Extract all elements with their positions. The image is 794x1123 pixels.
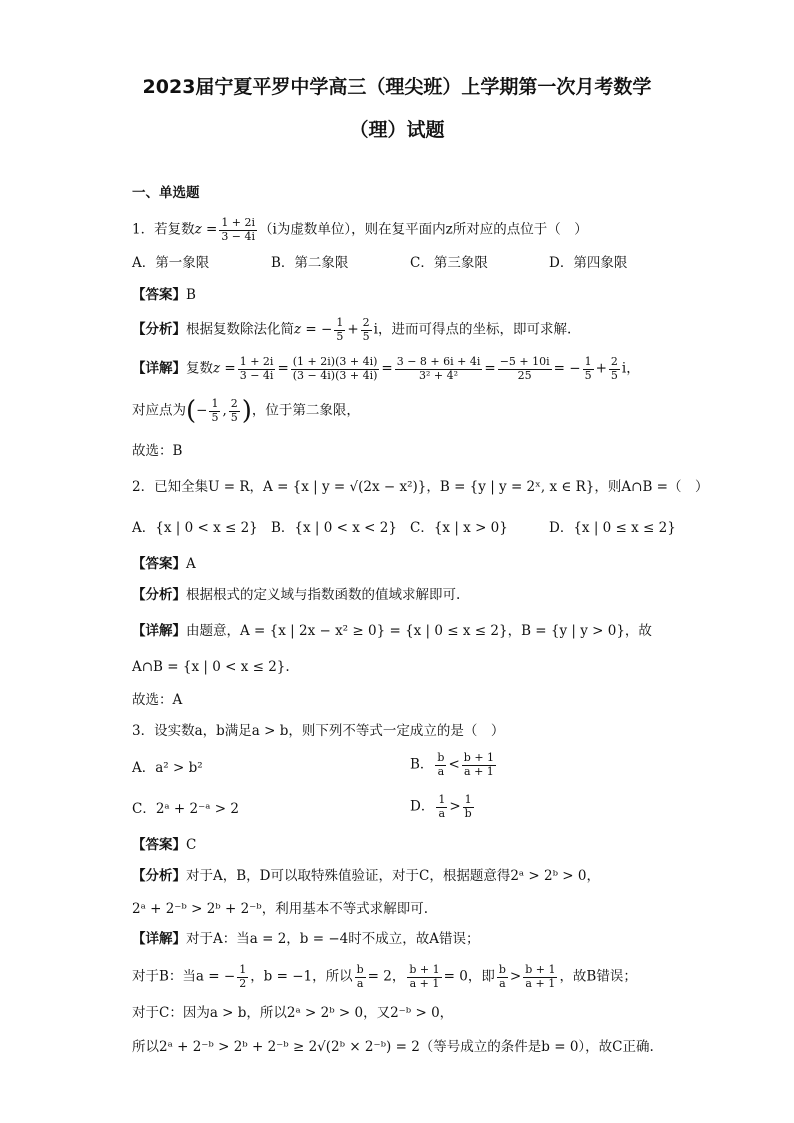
q1-analysis: 【分析】根据复数除法化简z = − $\frac{1}{5}$ + $\frac{2}{5}$ i，进而可得点的坐标，即可求解. [132, 316, 572, 343]
q3-answer: 【答案】C [132, 837, 197, 853]
q3-detail-c: 对于C：因为a > b，所以2ᵃ > 2ᵇ > 0，又2⁻ᵇ > 0， [132, 1005, 454, 1021]
q2-detail: 【详解】由题意，A = {x | 2x − x² ≥ 0} = {x | 0 ≤ x ≤ 2}，B = {y | y > 0}，故 [132, 623, 652, 639]
q3-option-d: D． $\frac{1}{a}$ > $\frac{1}{b}$ [410, 793, 472, 820]
document-title-line2: （理）试题 [349, 119, 445, 141]
q1-option-a: A．第一象限 [132, 255, 210, 271]
q1-conclusion: 故选：B [132, 443, 183, 459]
document-title-line1: 2023届宁夏平罗中学高三（理尖班）上学期第一次月考数学 [142, 76, 652, 98]
q2-stem: 2．已知全集U = R，A = {x | y = √(2x − x²)}，B = {y | y = 2ˣ, x ∈ R}，则A∩B =（ ） [132, 479, 709, 495]
q1-option-c: C．第三象限 [410, 255, 488, 271]
q2-conclusion: 故选：A [132, 692, 183, 708]
q1-option-b: B．第二象限 [271, 255, 349, 271]
q1-option-d: D．第四象限 [549, 255, 628, 271]
q3-detail-b: 对于B：当a = − $\frac{1}{2}$ ，b = −1，所以 $\frac{b}{a}$ = 2， $\frac{b + 1}{a + 1}$ = 0，即 $\frac{b}{a}$ > $\frac{b + 1}{a + 1}$ ，故B错误； [132, 963, 637, 990]
q1-point: 对应点为(− $\frac{1}{5}$ , $\frac{2}{5}$ )，位于第二象限， [132, 396, 360, 427]
q2-option-d: D．{x | 0 ≤ x ≤ 2} [549, 520, 676, 536]
q3-detail-a: 【详解】对于A：当a = 2，b = −4时不成立，故A错误； [132, 931, 480, 947]
section-heading: 一、单选题 [132, 185, 200, 201]
q2-option-a: A．{x | 0 < x ≤ 2} [132, 520, 258, 536]
q3-analysis: 【分析】对于A，B，D可以取特殊值验证，对于C，根据题意得2ᵃ > 2ᵇ > 0， [132, 868, 600, 884]
q2-detail-result: A∩B = {x | 0 < x ≤ 2}. [132, 659, 290, 675]
q3-analysis-cont: 2ᵃ + 2⁻ᵇ > 2ᵇ + 2⁻ᵇ，利用基本不等式求解即可. [132, 901, 428, 917]
q1-answer: 【答案】B [132, 287, 196, 303]
q1-fraction: $\frac{1 + 2i}{3 - 4i}$ [221, 216, 256, 243]
q2-option-c: C．{x | x > 0} [410, 520, 508, 536]
q2-analysis: 【分析】根据根式的定义域与指数函数的值域求解即可. [132, 587, 461, 603]
q2-option-b: B．{x | 0 < x < 2} [271, 520, 397, 536]
q2-answer: 【答案】A [132, 556, 196, 572]
q1-stem: 1．若复数z = $\frac{1 + 2i}{3 - 4i}$ （i为虚数单位），则在复平面内z所对应的点位于（ ） [132, 216, 588, 243]
q3-option-c: C．2ᵃ + 2⁻ᵃ > 2 [132, 801, 239, 817]
q1-detail: 【详解】复数z = $\frac{1 + 2i}{3 - 4i}$ = $\frac{(1 + 2i)(3 + 4i)}{(3 - 4i)(3 + 4i)}$ = $\frac{3 - 8 + 6i + 4i}{\text{3² + 4²}}$ = $\frac{-5 + 10i}{25}$ = − $\frac{1}{5}$ + $\frac{2}{5}$ i， [132, 355, 640, 382]
q3-option-b: B． $\frac{b}{a}$ < $\frac{b + 1}{a + 1}$ [410, 751, 495, 778]
q3-option-a: A．a² > b² [132, 760, 203, 776]
q3-detail-c-cont: 所以2ᵃ + 2⁻ᵇ > 2ᵇ + 2⁻ᵇ ≥ 2√(2ᵇ × 2⁻ᵇ) = 2（等号成立的条件是b = 0），故C正确. [132, 1039, 654, 1055]
q3-stem: 3．设实数a，b满足a > b，则下列不等式一定成立的是（ ） [132, 723, 505, 739]
